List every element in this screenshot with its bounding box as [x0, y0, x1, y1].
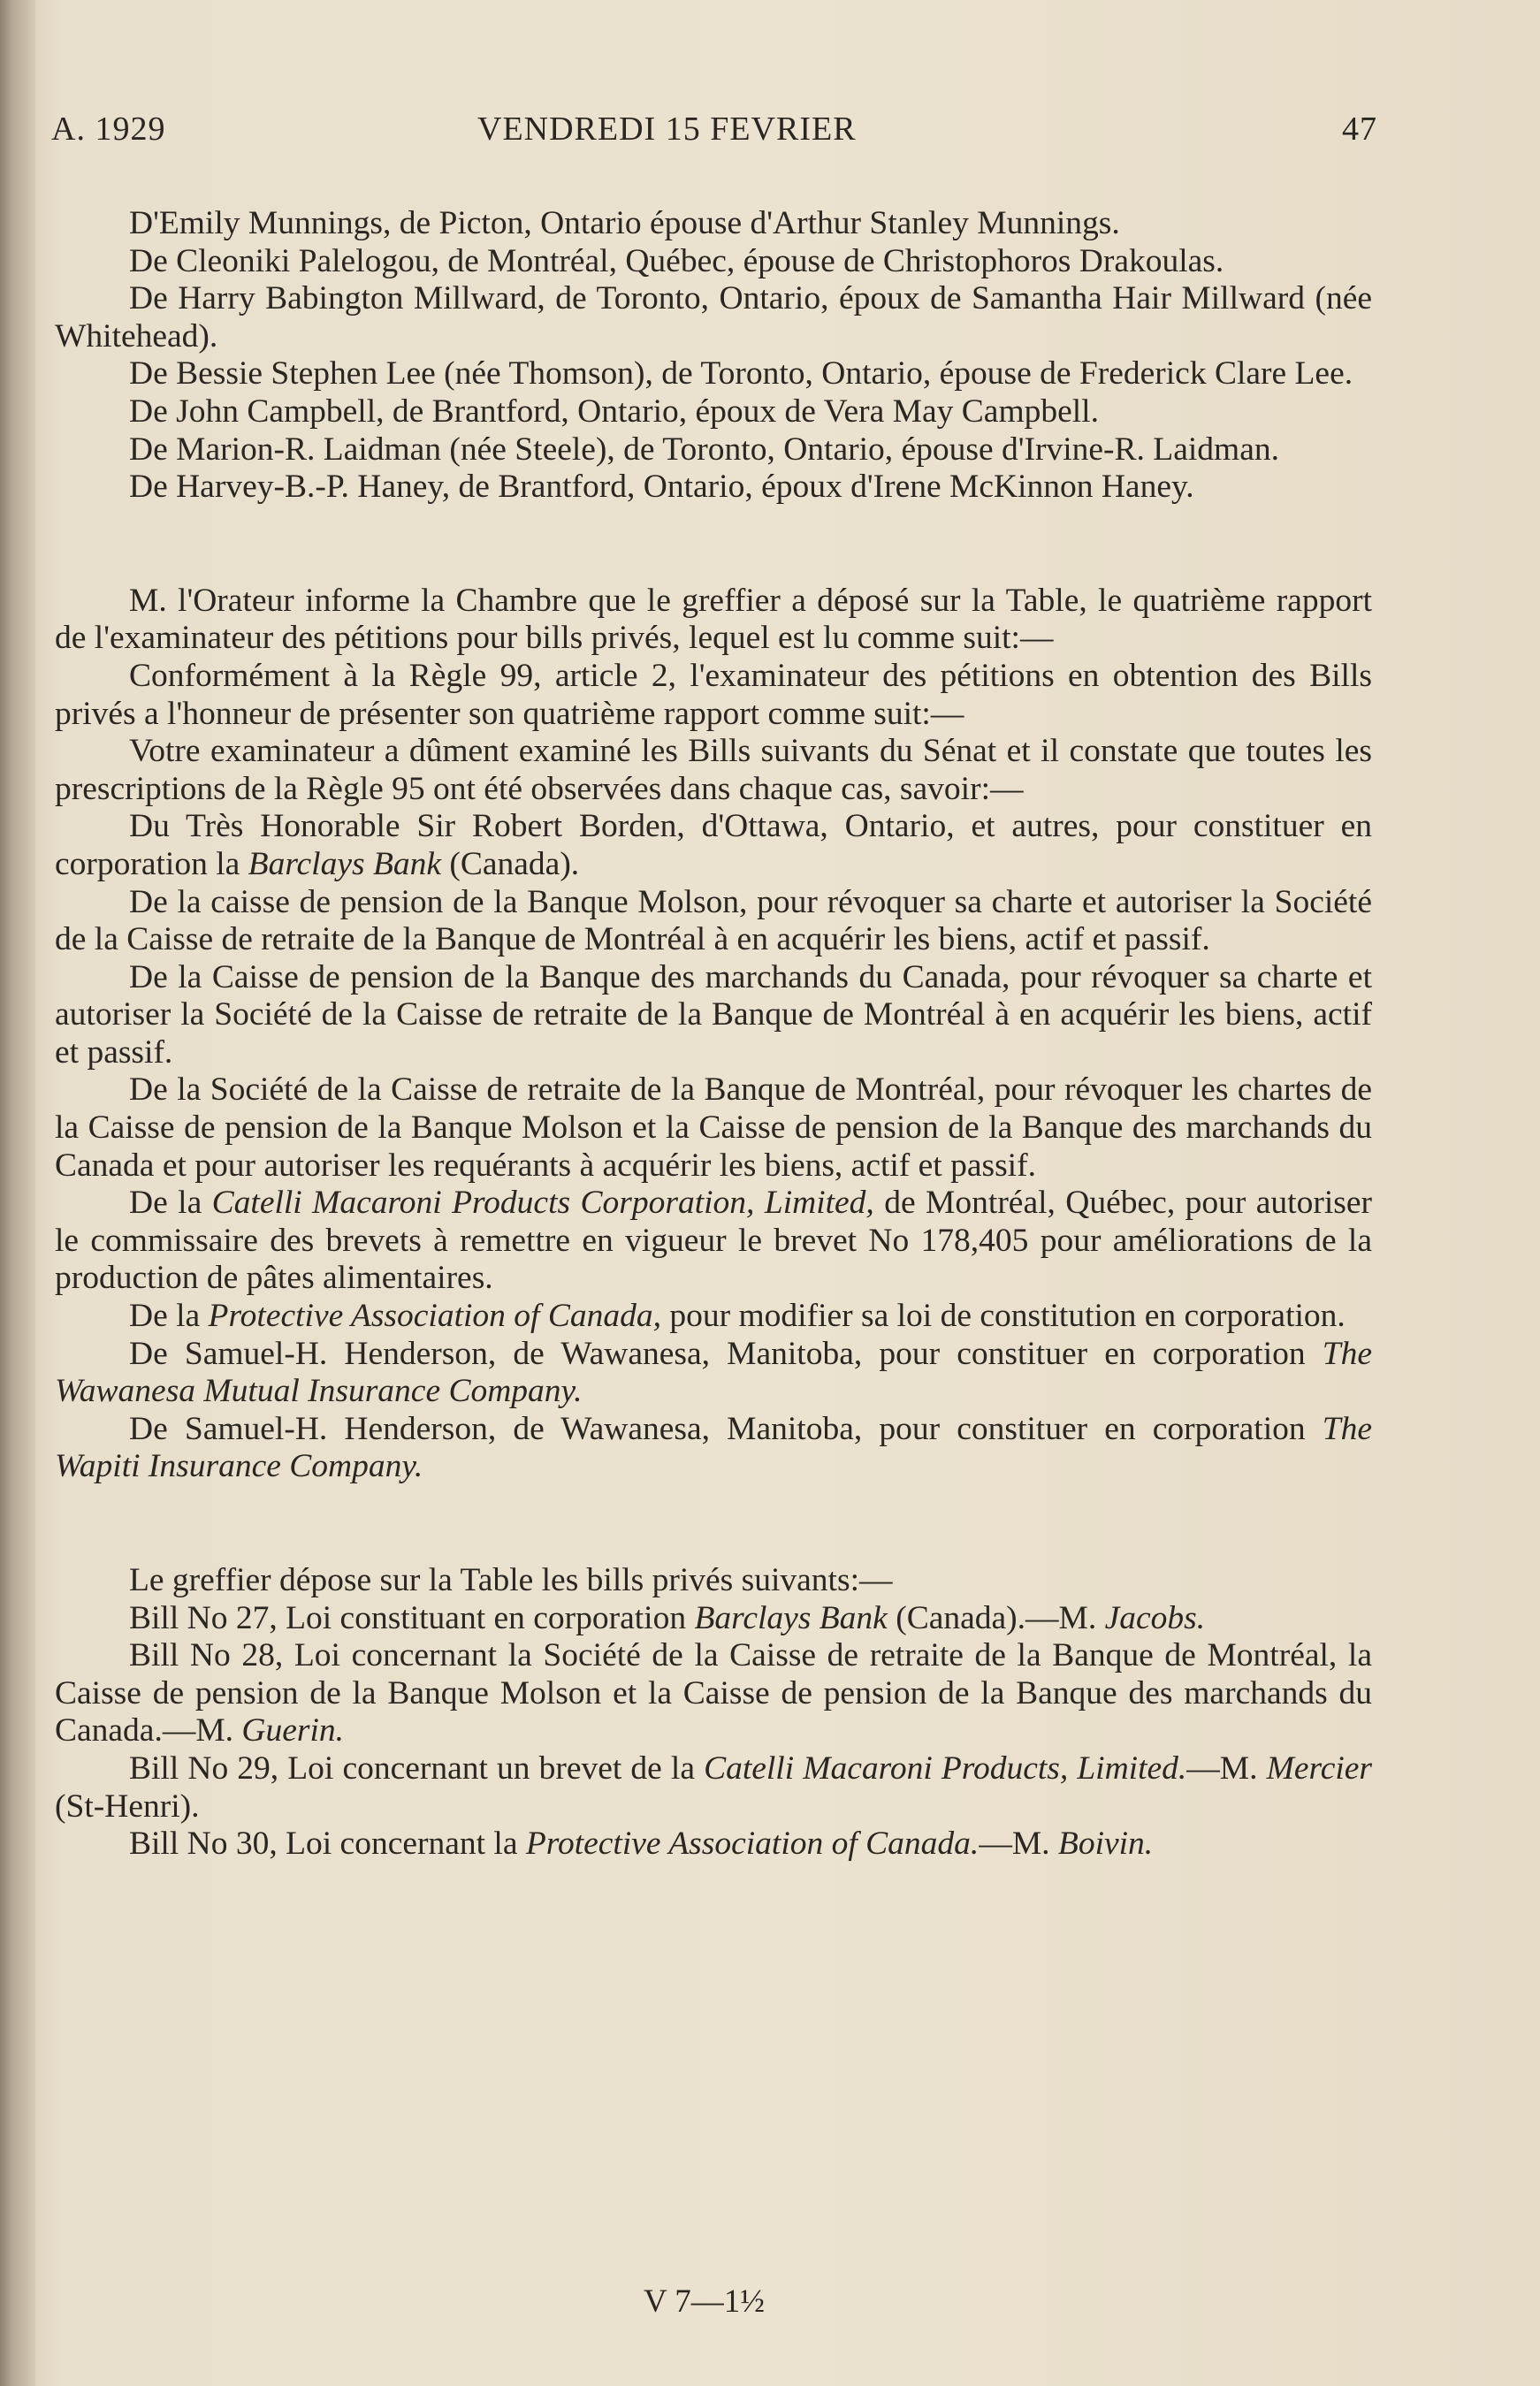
bill-examined: De Samuel-H. Henderson, de Wawanesa, Manitoba, pour constituer en corporation The Wawanesa Mutual Insurance Company.	[55, 1335, 1372, 1410]
page-header	[51, 110, 1377, 154]
divorce-petition: De Bessie Stephen Lee (née Thomson), de Toronto, Ontario, épouse de Frederick Clare Lee.	[129, 355, 1353, 393]
divorce-petition: De Cleoniki Palelogou, de Montréal, Québec, épouse de Christophoros Drakoulas.	[129, 242, 1224, 279]
report-paragraph: Conformément à la Règle 99, article 2, l'examinateur des pétitions en obtention des Bills privés a l'honneur de présenter son quatrième rapport comme suit:—	[55, 657, 1372, 732]
report-paragraph: Votre examinateur a dûment examiné les Bills suivants du Sénat et il constate que toutes les prescriptions de la Règle 95 ont été observées dans chaque cas, savoir:—	[55, 733, 1372, 807]
bill-examined: De la Société de la Caisse de retraite de la Banque de Montréal, pour révoquer les chartes de la Caisse de pension de la Banque Molson et la Caisse de pension de la Banque des marchands du Canada et pour autoriser les requérants à acquérir les biens, actif et passif.	[55, 1071, 1372, 1184]
divorce-petition: De Harry Babington Millward, de Toronto, Ontario, époux de Samantha Hair Millward (née Whitehead).	[55, 280, 1372, 354]
section-gap	[55, 1486, 1372, 1562]
divorce-petition: De John Campbell, de Brantford, Ontario, époux de Vera May Campbell.	[129, 393, 1099, 430]
private-bill: Bill No 28, Loi concernant la Société de la Caisse de retraite de la Banque de Montréal, la Caisse de pension de la Banque Molson et la Caisse de pension de la Banque des marchands du Canada.—M. Guerin.	[55, 1637, 1372, 1749]
private-bill: Bill No 29, Loi concernant un brevet de la Catelli Macaroni Products, Limited.—M. Mercier (St-Henri).	[55, 1749, 1373, 1825]
bill-examined: De la Protective Association of Canada, pour modifier sa loi de constitution en corporation.	[129, 1298, 1346, 1335]
bill-examined: De la Catelli Macaroni Products Corporation, Limited, de Montréal, Québec, pour autoriser le commissaire des brevets à remettre en vigueur le brevet No 178,405 pour améliorations de la production de pâtes alimentaires.	[55, 1185, 1372, 1297]
divorce-petition: De Harvey-B.-P. Haney, de Brantford, Ontario, époux d'Irene McKinnon Haney.	[129, 469, 1194, 506]
header-year: A. 1929	[51, 111, 166, 148]
section-gap	[55, 507, 1372, 583]
bill-examined: De la caisse de pension de la Banque Molson, pour révoquer sa charte et autoriser la Société de la Caisse de retraite de la Banque de Montréal à en acquérir les biens, actif et passif.	[55, 883, 1372, 958]
report-paragraph: M. l'Orateur informe la Chambre que le greffier a déposé sur la Table, le quatrième rapport de l'examinateur des pétitions pour bills privés, lequel est lu comme suit:—	[55, 582, 1372, 657]
page-number: 47	[1342, 111, 1377, 148]
private-bill: Bill No 27, Loi constituant en corporation Barclays Bank (Canada).—M. Jacobs.	[129, 1599, 1206, 1636]
book-spine-shadow	[0, 0, 35, 2386]
page-body	[55, 205, 1372, 1864]
bill-examined: Du Très Honorable Sir Robert Borden, d'Ottawa, Ontario, et autres, pour constituer en corporation la Barclays Bank (Canada).	[55, 808, 1372, 882]
signature-mark: V 7—1½	[644, 2283, 766, 2320]
clerk-intro: Le greffier dépose sur la Table les bills privés suivants:—	[129, 1562, 893, 1598]
divorce-petition: De Marion-R. Laidman (née Steele), de Toronto, Ontario, épouse d'Irvine-R. Laidman.	[129, 431, 1279, 468]
private-bill: Bill No 30, Loi concernant la Protective Association of Canada.—M. Boivin.	[129, 1826, 1154, 1863]
header-date: VENDREDI 15 FEVRIER	[477, 111, 857, 148]
bill-examined: De Samuel-H. Henderson, de Wawanesa, Manitoba, pour constituer en corporation The Wapiti Insurance Company.	[55, 1410, 1372, 1485]
bill-examined: De la Caisse de pension de la Banque des marchands du Canada, pour révoquer sa charte et autoriser la Société de la Caisse de retraite de la Banque de Montréal à en acquérir les biens, actif et passif.	[55, 958, 1372, 1071]
divorce-petition: D'Emily Munnings, de Picton, Ontario épouse d'Arthur Stanley Munnings.	[129, 205, 1120, 241]
